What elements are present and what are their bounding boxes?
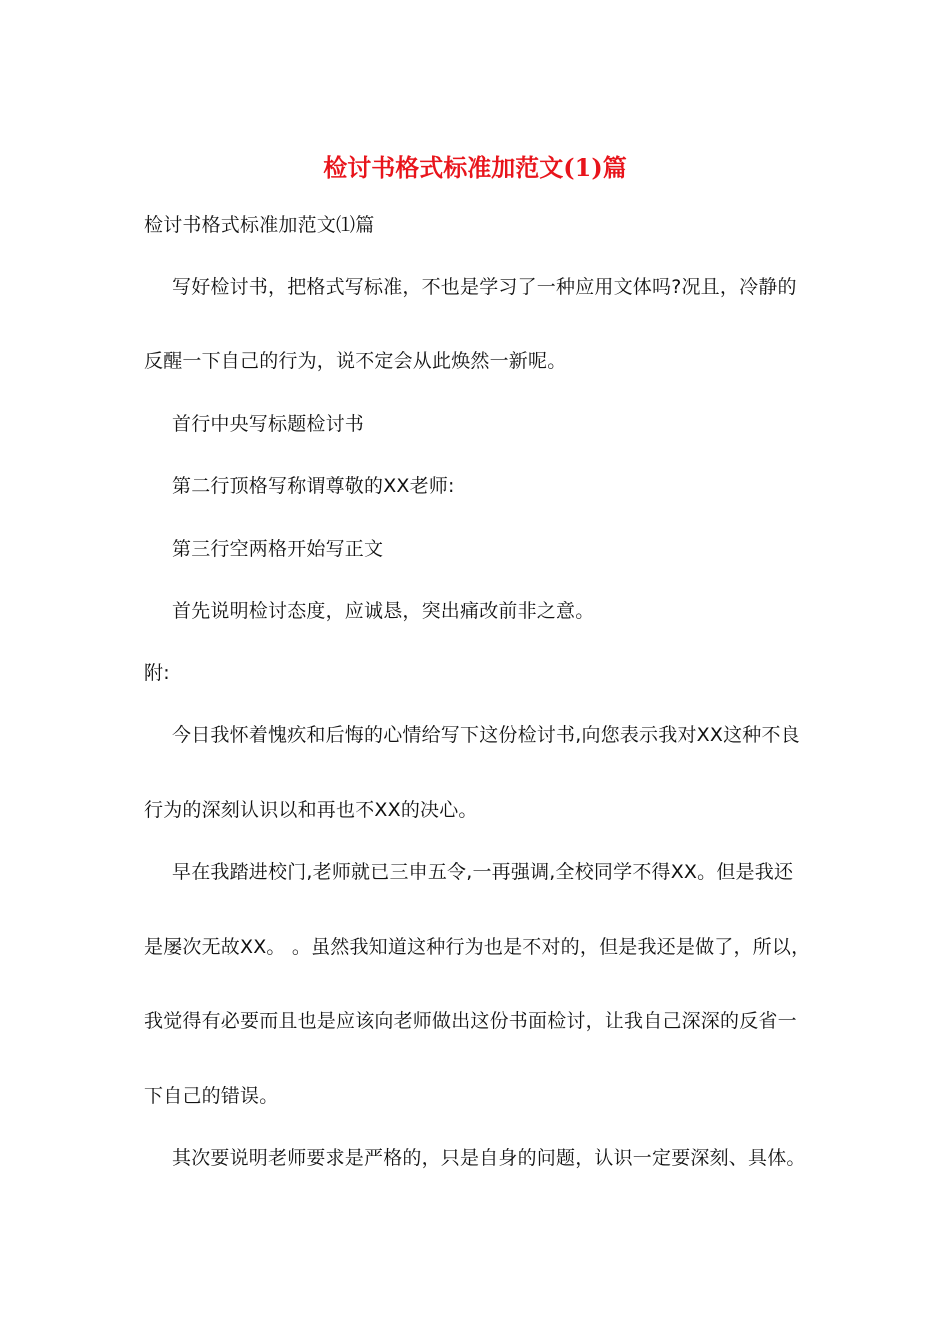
paragraph-line: 第三行空两格开始写正文 <box>172 538 384 560</box>
paragraph-line: 第二行顶格写称谓尊敬的XX老师: <box>172 475 455 497</box>
paragraph-line: 写好检讨书，把格式写标准，不也是学习了一种应用文体吗?况且，冷静的 <box>172 276 797 298</box>
paragraph-line: 其次要说明老师要求是严格的，只是自身的问题，认识一定要深刻、具体。 <box>172 1147 806 1169</box>
paragraph-line: 早在我踏进校门,老师就已三申五令,一再强调,全校同学不得XX。但是我还 <box>172 861 794 883</box>
paragraph-line: 我觉得有必要而且也是应该向老师做出这份书面检讨，让我自己深深的反省一 <box>144 1010 797 1032</box>
document-title: 检讨书格式标准加范文(1)篇 <box>323 153 627 182</box>
document-subtitle: 检讨书格式标准加范文⑴篇 <box>144 214 375 236</box>
paragraph-line: 反醒一下自己的行为，说不定会从此焕然一新呢。 <box>144 350 567 372</box>
paragraph-line: 今日我怀着愧疚和后悔的心情给写下这份检讨书,向您表示我对XX这种不良 <box>172 724 800 746</box>
paragraph-line: 是屡次无故XX。 。虽然我知道这种行为也是不对的，但是我还是做了，所以， <box>144 936 811 958</box>
appendix-label: 附: <box>144 662 170 684</box>
paragraph-line: 行为的深刻认识以和再也不XX的决心。 <box>144 799 478 821</box>
paragraph-line: 下自己的错误。 <box>144 1085 279 1107</box>
paragraph-line: 首先说明检讨态度，应诚恳，突出痛改前非之意。 <box>172 600 595 622</box>
paragraph-line: 首行中央写标题检讨书 <box>172 413 365 435</box>
